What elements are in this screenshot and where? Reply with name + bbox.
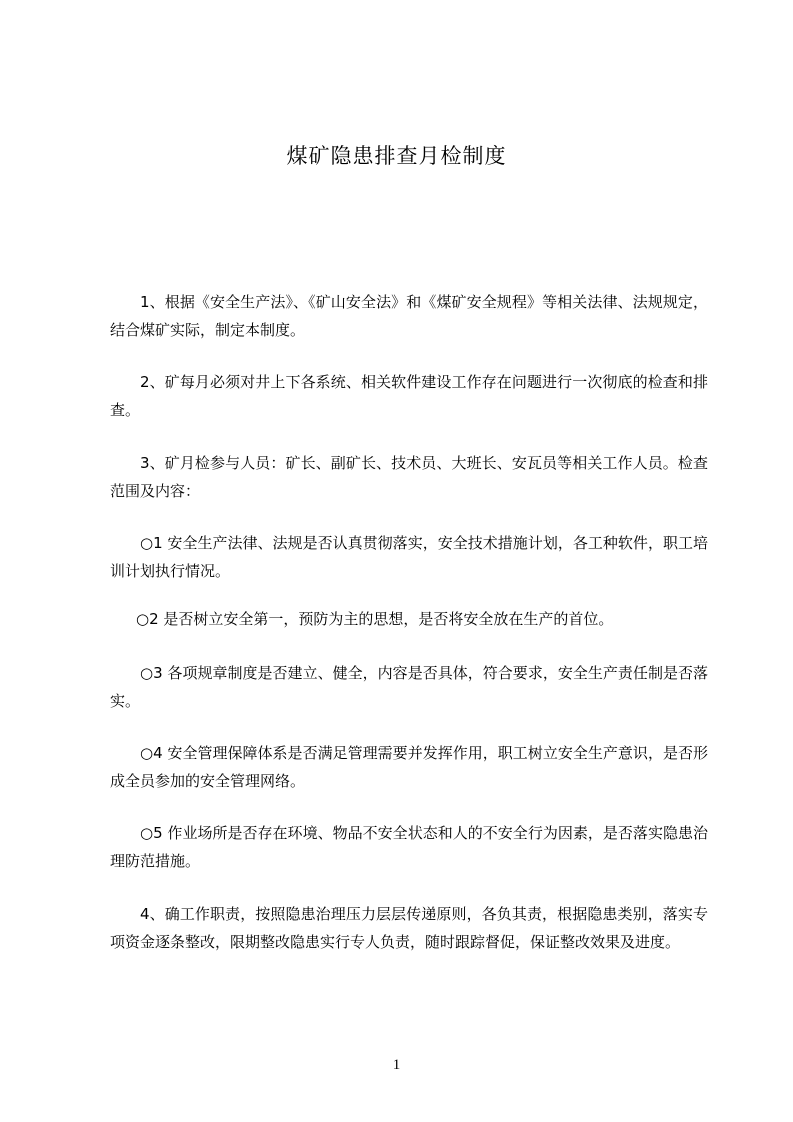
paragraph-1: 1、根据《安全生产法》、《矿山安全法》和《煤矿安全规程》等相关法律、法规规定，结合煤矿实际，制定本制度。: [110, 293, 708, 339]
page-number: 1: [392, 1057, 401, 1073]
paragraph-4: 4、确工作职责，按照隐患治理压力层层传递原则，各负其责，根据隐患类别，落实专项资金逐条整改，限期整改隐患实行专人负责，随时跟踪督促，保证整改效果及进度。: [110, 905, 708, 951]
paragraph-2: 2、矿每月必须对井上下各系统、相关软件建设工作存在问题进行一次彻底的检查和排查。: [110, 373, 708, 419]
document-title: 煤矿隐患排查月检制度: [286, 144, 507, 168]
paragraph-item-5: ○5 作业场所是否存在环境、物品不安全状态和人的不安全行为因素，是否落实隐患治理防范措施。: [110, 824, 708, 870]
paragraph-3: 3、矿月检参与人员：矿长、副矿长、技术员、大班长、安瓦员等相关工作人员。检查范围及内容：: [110, 454, 708, 500]
paragraph-item-1: ○1 安全生产法律、法规是否认真贯彻落实，安全技术措施计划，各工种软件，职工培训计划执行情况。: [110, 534, 708, 580]
paragraph-item-3: ○3 各项规章制度是否建立、健全，内容是否具体，符合要求，安全生产责任制是否落实。: [110, 664, 708, 710]
paragraph-item-4: ○4 安全管理保障体系是否满足管理需要并发挥作用，职工树立安全生产意识，是否形成全员参加的安全管理网络。: [110, 744, 708, 790]
paragraph-item-2: ○2 是否树立安全第一，预防为主的思想，是否将安全放在生产的首位。: [136, 610, 614, 628]
